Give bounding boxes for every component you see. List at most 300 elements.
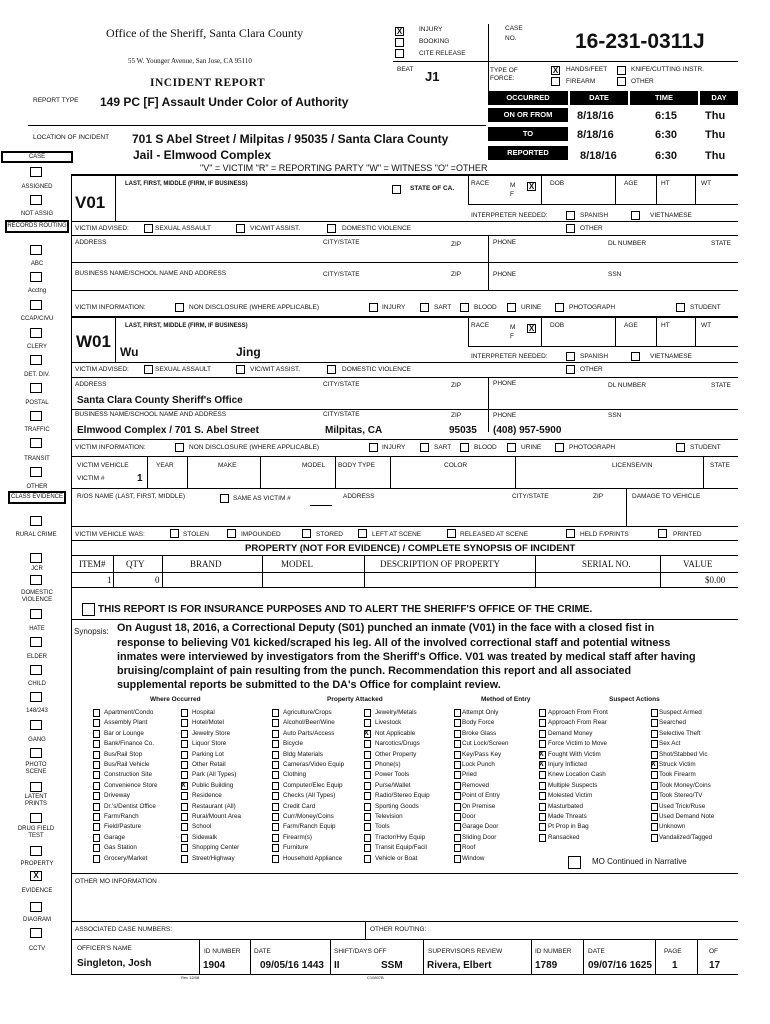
other-routing-label: OTHER ROUTING: [370, 926, 427, 933]
vehicle-victim-no-label: VICTIM # [77, 475, 105, 482]
knife-checkbox[interactable] [617, 66, 626, 75]
mo-method-checkbox[interactable] [454, 834, 461, 842]
mo-susp1-item: Pt Prop in Bag [548, 823, 589, 831]
mo-prop2-checkbox[interactable] [364, 834, 371, 842]
mo-susp2-checkbox[interactable] [651, 834, 658, 842]
person2-wt-label: WT [701, 322, 712, 329]
mo-susp1-checkbox[interactable] [539, 834, 546, 842]
mo-prop1-item: Household Appliance [283, 854, 343, 862]
person1-ht-label: HT [661, 180, 670, 187]
person1-code: V01 [75, 193, 106, 212]
mo-prop1-checkbox[interactable] [272, 792, 279, 800]
property-header-description: DESCRIPTION OF PROPERTY [380, 559, 500, 569]
person2-injury-label: INJURY [382, 444, 406, 451]
mo-susp1-item: Approach From Front [548, 709, 608, 716]
person1-sart-checkbox[interactable] [420, 303, 429, 312]
officer-name-label: OFFICER'S NAME [77, 945, 132, 952]
location-label: LOCATION OF INCIDENT [33, 134, 110, 141]
mo-where1-checkbox[interactable] [93, 823, 100, 831]
mo-where1-checkbox[interactable] [93, 709, 100, 717]
mo-prop2-checkbox[interactable] [364, 792, 371, 800]
synopsis-line: bruising/complaint of pain resulting from the punch. Recommendation this report and all associated [117, 665, 632, 677]
vehicle-same-as-victim-checkbox[interactable] [220, 494, 229, 503]
person2-spanish-checkbox[interactable] [566, 352, 575, 361]
of-label: OF [709, 948, 719, 955]
mo-where2-item: Hotel/Motel [192, 719, 224, 727]
person2-sart-label: SART [434, 444, 452, 451]
mo-where2-checkbox[interactable] [181, 751, 188, 759]
mo-susp2-checkbox[interactable] [651, 782, 658, 790]
mo-method-item: Removed [462, 781, 489, 789]
supervisor-label: SUPERVISORS REVIEW [428, 948, 503, 955]
sidebar-diagram-box[interactable] [30, 902, 42, 912]
person1-vietnamese-label: VIETNAMESE [650, 212, 692, 219]
sidebar-assigned-box[interactable] [30, 167, 42, 177]
vehicle-zip-label: ZIP [593, 493, 604, 500]
mo-where2-checkbox[interactable] [181, 719, 188, 727]
injury-checkbox[interactable]: X [396, 27, 403, 36]
sidebar-photo-box[interactable] [30, 748, 42, 758]
person1-blood-checkbox[interactable] [460, 303, 469, 312]
mo-prop1-checkbox[interactable] [272, 771, 279, 779]
sidebar-cctv: CCTV [28, 946, 46, 952]
mo-where1-checkbox[interactable] [93, 771, 100, 779]
sidebar-abc-box[interactable] [30, 245, 42, 255]
mo-where2-item: Public Building [192, 781, 234, 789]
mo-where1-item: Bar or Lounge [104, 729, 144, 737]
mo-where1-checkbox[interactable] [93, 803, 100, 811]
mo-where1-checkbox[interactable] [93, 855, 100, 863]
mo-susp1-item: Force Victim to Move [548, 740, 608, 748]
person1-state-of-ca-label: STATE OF CA. [410, 185, 455, 192]
property-title: PROPERTY (NOT FOR EVIDENCE) / COMPLETE SYNOPSIS OF INCIDENT [245, 543, 576, 554]
mo-susp1-mark: X [539, 761, 544, 768]
person1-vic-wit-checkbox[interactable] [236, 224, 245, 233]
to-date: 8/18/16 [577, 129, 614, 141]
mo-prop2-checkbox[interactable] [364, 823, 371, 831]
mo-prop1-checkbox[interactable] [272, 834, 279, 842]
mo-method-item: Cut Lock/Screen [462, 740, 509, 748]
mo-prop2-item: Other Property [375, 750, 417, 758]
mo-continued-label: MO Continued in Narrative [592, 857, 687, 866]
mo-susp2-checkbox[interactable] [651, 813, 658, 821]
mo-prop2-item: Jewelry/Metals [375, 709, 417, 716]
mo-susp1-item: Molested Victim [548, 792, 593, 800]
person2-sexual-assault-label: SEXUAL ASSAULT [155, 366, 211, 373]
officer-id: 1904 [203, 960, 226, 971]
mo-where1-checkbox[interactable] [93, 751, 100, 759]
person2-sexual-assault-checkbox[interactable] [144, 365, 153, 374]
person2-last-name: Wu [120, 345, 139, 359]
mo-prop2-checkbox[interactable] [364, 740, 371, 748]
mo-prop1-item: Farm/Ranch Equip [283, 823, 336, 831]
mo-prop2-checkbox[interactable] [364, 719, 371, 727]
mo-prop2-checkbox[interactable] [364, 751, 371, 759]
person2-blood-checkbox[interactable] [460, 443, 469, 452]
mo-method-checkbox[interactable] [454, 844, 461, 852]
mo-susp1-checkbox[interactable] [539, 730, 546, 738]
mo-method-checkbox[interactable] [454, 771, 461, 779]
mo-prop1-checkbox[interactable] [272, 709, 279, 717]
vehicle-left-at-scene-checkbox[interactable] [358, 529, 367, 538]
mo-susp2-checkbox[interactable] [651, 792, 658, 800]
days-off-value: SSM [381, 960, 403, 971]
mo-prop1-item: Agriculture/Crops [283, 709, 332, 716]
mo-method-header: Method of Entry [481, 696, 531, 703]
person1-sart-label: SART [434, 304, 452, 311]
mo-where1-checkbox[interactable] [93, 719, 100, 727]
mo-susp2-checkbox[interactable] [651, 740, 658, 748]
sidebar-dv-box[interactable] [30, 575, 42, 585]
person2-student-checkbox[interactable] [676, 443, 685, 452]
person2-business-zip-label: ZIP [451, 412, 462, 419]
mo-prop1-item: Auto Parts/Access [283, 729, 335, 737]
mo-where2-checkbox[interactable] [181, 792, 188, 800]
mo-where2-item: Street/Highway [192, 854, 235, 862]
property-row-value: $0.00 [705, 575, 726, 585]
mo-where2-item: Rural/Mount Area [192, 813, 242, 820]
person1-other-lang-checkbox[interactable] [566, 224, 575, 233]
vehicle-address-label: ADDRESS [343, 493, 375, 500]
property-row-qty: 0 [155, 575, 160, 585]
mo-method-checkbox[interactable] [454, 823, 461, 831]
person2-dv-checkbox[interactable] [327, 365, 336, 374]
mo-susp2-checkbox[interactable] [651, 771, 658, 779]
vehicle-released-checkbox[interactable] [447, 529, 456, 538]
mo-prop2-mark: X [364, 729, 369, 737]
mo-susp1-checkbox[interactable] [539, 709, 546, 717]
mo-prop2-checkbox[interactable] [364, 709, 371, 717]
mo-where1-item: Bus/Rail Stop [104, 750, 143, 758]
mo-where2-checkbox[interactable] [181, 823, 188, 831]
person2-business-city-label: CITY/STATE [323, 411, 360, 418]
mo-where2-checkbox[interactable] [181, 844, 188, 852]
mo-where1-item: Dr.'s/Dentist Office [104, 802, 156, 810]
vehicle-stolen-checkbox[interactable] [170, 529, 179, 538]
vehicle-model-label: MODEL [302, 462, 326, 469]
mo-method-checkbox[interactable] [454, 813, 461, 821]
sidebar-gang: GANG [28, 737, 46, 743]
mo-prop2-item: Transit Equip/Facil [375, 844, 427, 852]
mo-prop2-checkbox[interactable] [364, 771, 371, 779]
vehicle-released-label: RELEASED AT SCENE [460, 531, 529, 538]
sidebar-148-243: 148/243 [26, 708, 48, 714]
person1-phone-label: PHONE [493, 239, 517, 246]
mo-where1-checkbox[interactable] [93, 761, 100, 769]
reported-label: REPORTED [488, 146, 568, 160]
person1-business-phone-label: PHONE [493, 271, 517, 278]
hands-feet-checkbox[interactable]: X [552, 66, 559, 75]
person1-business-label: BUSINESS NAME/SCHOOL NAME AND ADDRESS [75, 270, 227, 277]
sidebar-latent-box[interactable] [30, 782, 42, 792]
sidebar-other-box[interactable] [30, 467, 42, 477]
sidebar-hate: HATE [29, 626, 45, 632]
mo-method-checkbox[interactable] [454, 803, 461, 811]
mo-susp2-item: Selective Theft [659, 729, 701, 737]
mo-susp1-checkbox[interactable] [539, 719, 546, 727]
vehicle-ro-name-label: R/OS NAME (LAST, FIRST, MIDDLE) [77, 493, 185, 500]
mo-method-item: Body Force [462, 719, 495, 727]
synopsis-line: response to believing V01 kicked/scraped his leg. All of the involved correctional staff and potential witness [117, 637, 671, 649]
mo-prop1-item: Alcohol/Beer/Wine [283, 719, 335, 727]
mo-prop2-checkbox[interactable] [364, 844, 371, 852]
vehicle-victim-vehicle-label: VICTIM VEHICLE [77, 462, 129, 469]
person1-city-label: CITY/STATE [323, 239, 360, 246]
mo-susp1-item: Demand Money [548, 729, 593, 737]
vehicle-impounded-checkbox[interactable] [227, 529, 236, 538]
sidebar-transit-box[interactable] [30, 438, 42, 448]
synopsis-label: Synopsis: [74, 627, 109, 636]
vehicle-stored-checkbox[interactable] [302, 529, 311, 538]
sidebar-ccap-box[interactable] [30, 300, 42, 310]
mo-prop1-checkbox[interactable] [272, 751, 279, 759]
mo-susp1-checkbox[interactable] [539, 792, 546, 800]
person1-nondisclosure-label: NON DISCLOSURE (WHERE APPLICABLE) [189, 304, 320, 311]
person1-student-label: STUDENT [690, 304, 721, 311]
mo-susp2-item: Vandalized/Tagged [659, 833, 713, 841]
sidebar-child-box[interactable] [30, 665, 42, 675]
mo-where1-checkbox[interactable] [93, 844, 100, 852]
mo-prop1-checkbox[interactable] [272, 844, 279, 852]
mo-where1-checkbox[interactable] [93, 740, 100, 748]
person1-sexual-assault-checkbox[interactable] [144, 224, 153, 233]
mo-susp2-item: Took Money/Coins [659, 781, 711, 789]
person1-state-of-ca-checkbox[interactable] [392, 185, 401, 194]
mo-method-item: Point of Entry [462, 792, 500, 800]
sidebar-jcr-box[interactable] [30, 553, 42, 563]
sidebar-other: OTHER [26, 484, 48, 490]
sidebar-records-routing: RECORDS ROUTING [5, 220, 69, 233]
person2-name-label: LAST, FIRST, MIDDLE (FIRM, IF BUSINESS) [125, 323, 248, 329]
mo-susp1-item: Multiple Suspects [548, 781, 598, 789]
mo-prop1-item: Furniture [283, 844, 309, 852]
mo-method-checkbox[interactable] [454, 792, 461, 800]
person2-business-phone: (408) 957-5900 [493, 425, 562, 436]
vehicle-held-prints-checkbox[interactable] [566, 529, 575, 538]
mo-where2-item: Residence [192, 792, 222, 800]
form-number: C10807B [367, 975, 384, 980]
mo-susp1-checkbox[interactable] [539, 823, 546, 831]
mo-prop1-checkbox[interactable] [272, 813, 279, 821]
office-name: Office of the Sheriff, Santa Clara County [106, 26, 304, 40]
mo-prop1-checkbox[interactable] [272, 782, 279, 790]
person2-city-label: CITY/STATE [323, 381, 360, 388]
mo-where2-checkbox[interactable] [181, 803, 188, 811]
beat-value: J1 [425, 69, 440, 84]
vehicle-victim-no: 1 [137, 473, 143, 484]
sidebar-rural-box[interactable] [30, 516, 42, 526]
person1-blood-label: BLOOD [474, 304, 497, 311]
mo-method-item: Lock Punch [462, 761, 495, 768]
person1-nondisclosure-checkbox[interactable] [175, 303, 184, 312]
sidebar-clery-box[interactable] [30, 328, 42, 338]
case-no-label: NO. [505, 35, 517, 42]
mo-prop1-checkbox[interactable] [272, 740, 279, 748]
sidebar-traffic-box[interactable] [30, 411, 42, 421]
mo-susp2-checkbox[interactable] [651, 709, 658, 717]
mo-where1-item: Construction Site [104, 771, 152, 779]
mo-prop1-item: Bicycle [283, 740, 303, 748]
sidebar-elder-box[interactable] [30, 637, 42, 647]
person2-other-lang-checkbox[interactable] [566, 365, 575, 374]
person2-business: Elmwood Complex / 701 S. Abel Street [77, 425, 259, 436]
mo-method-checkbox[interactable] [454, 782, 461, 790]
sidebar-gang-box[interactable] [30, 720, 42, 730]
mo-where2-checkbox[interactable] [181, 855, 188, 863]
mo-susp2-checkbox[interactable] [651, 751, 658, 759]
mo-prop2-checkbox[interactable] [364, 761, 371, 769]
report-type-label: REPORT TYPE [33, 97, 79, 104]
mo-prop2-item: Narcotics/Drugs [375, 740, 420, 748]
person2-sart-checkbox[interactable] [420, 443, 429, 452]
mo-prop1-checkbox[interactable] [272, 761, 279, 769]
mo-where2-checkbox[interactable] [181, 761, 188, 769]
person2-sex-checkbox[interactable]: X [528, 324, 535, 333]
mo-where1-checkbox[interactable] [93, 834, 100, 842]
mo-where1-checkbox[interactable] [93, 730, 100, 738]
mo-susp1-item: Knew Location Cash [548, 771, 606, 779]
person1-sex-checkbox[interactable]: X [528, 182, 535, 191]
vehicle-printed-checkbox[interactable] [658, 529, 667, 538]
sidebar-property: PROPERTY [20, 861, 54, 867]
other-mo-label: OTHER MO INFORMATION [75, 878, 157, 885]
mo-where2-mark: X [181, 781, 186, 789]
sidebar-acctng-box[interactable] [30, 272, 42, 282]
mo-where1-checkbox[interactable] [93, 792, 100, 800]
cite-release-checkbox[interactable] [395, 49, 404, 58]
mo-prop2-checkbox[interactable] [364, 782, 371, 790]
other-force-checkbox[interactable] [617, 77, 626, 86]
person2-dv-label: DOMESTIC VIOLENCE [342, 366, 411, 373]
sidebar-acctng: Acctng [27, 288, 47, 294]
mo-where2-checkbox[interactable] [181, 813, 188, 821]
sidebar-drug-box[interactable] [30, 813, 42, 823]
reported-time: 6:30 [655, 150, 678, 162]
mo-method-item: Garage Door [462, 823, 499, 831]
mo-susp1-checkbox[interactable] [539, 782, 546, 790]
insurance-checkbox[interactable] [82, 603, 95, 616]
sidebar-domestic-violence: DOMESTIC VIOLENCE [21, 590, 53, 603]
mo-prop1-checkbox[interactable] [272, 803, 279, 811]
mo-prop1-checkbox[interactable] [272, 823, 279, 831]
person2-sex-m: M [510, 324, 516, 331]
sidebar-cctv-box[interactable] [30, 928, 42, 938]
mo-prop1-checkbox[interactable] [272, 719, 279, 727]
mo-method-item: Pried [462, 771, 477, 779]
person2-photo-checkbox[interactable] [555, 443, 564, 452]
mo-where2-checkbox[interactable] [181, 834, 188, 842]
person1-dv-checkbox[interactable] [327, 224, 336, 233]
mo-where2-checkbox[interactable] [181, 740, 188, 748]
person1-injury-checkbox[interactable] [369, 303, 378, 312]
person1-state-label: STATE [711, 240, 731, 247]
mo-prop2-item: Vehicle or Boat [375, 854, 418, 862]
person2-injury-checkbox[interactable] [369, 443, 378, 452]
person2-business-zip: 95035 [449, 425, 477, 436]
person2-vietnamese-checkbox[interactable] [631, 352, 640, 361]
mo-where2-checkbox[interactable] [181, 730, 188, 738]
person2-dl-label: DL NUMBER [608, 382, 647, 389]
person2-nondisclosure-checkbox[interactable] [175, 443, 184, 452]
mo-susp2-checkbox[interactable] [651, 730, 658, 738]
vehicle-city-label: CITY/STATE [512, 493, 549, 500]
mo-where1-checkbox[interactable] [93, 813, 100, 821]
page-number: 1 [672, 960, 678, 971]
person1-student-checkbox[interactable] [676, 303, 685, 312]
sidebar-postal-box[interactable] [30, 383, 42, 393]
mo-prop2-checkbox[interactable] [364, 855, 371, 863]
sidebar-not-assigned-box[interactable] [30, 195, 42, 205]
mo-method-checkbox[interactable] [454, 751, 461, 759]
mo-method-checkbox[interactable] [454, 761, 461, 769]
mo-where2-checkbox[interactable] [181, 771, 188, 779]
vehicle-license-label: LICENSE/VIN [612, 462, 653, 469]
mo-method-checkbox[interactable] [454, 730, 461, 738]
mo-susp1-checkbox[interactable] [539, 803, 546, 811]
person2-victim-advised-label: VICTIM ADVISED: [75, 366, 129, 373]
person2-vic-wit-checkbox[interactable] [236, 365, 245, 374]
mo-where2-checkbox[interactable] [181, 709, 188, 717]
mo-method-checkbox[interactable] [454, 719, 461, 727]
person1-urine-checkbox[interactable] [507, 303, 516, 312]
mo-susp1-checkbox[interactable] [539, 813, 546, 821]
mo-susp2-checkbox[interactable] [651, 803, 658, 811]
location-line2: Jail - Elmwood Complex [133, 148, 272, 162]
mo-continued-checkbox[interactable] [568, 856, 581, 869]
sidebar-property-box[interactable] [30, 846, 42, 856]
mo-susp1-checkbox[interactable] [539, 771, 546, 779]
mo-susp2-checkbox[interactable] [651, 823, 658, 831]
mo-prop1-item: Cameras/Video Equip [283, 761, 345, 768]
person1-spanish-checkbox[interactable] [566, 211, 575, 220]
person1-photo-checkbox[interactable] [555, 303, 564, 312]
mo-prop1-checkbox[interactable] [272, 730, 279, 738]
mo-method-checkbox[interactable] [454, 740, 461, 748]
sidebar-hate-box[interactable] [30, 609, 42, 619]
mo-prop2-checkbox[interactable] [364, 813, 371, 821]
mo-susp2-checkbox[interactable] [651, 719, 658, 727]
mo-prop2-item: Sporting Goods [375, 802, 419, 810]
mo-prop2-checkbox[interactable] [364, 803, 371, 811]
mo-susp1-checkbox[interactable] [539, 740, 546, 748]
person1-vietnamese-checkbox[interactable] [631, 211, 640, 220]
person2-spanish-label: SPANISH [580, 353, 609, 360]
mo-where2-item: School [192, 823, 212, 831]
mo-method-checkbox[interactable] [454, 709, 461, 717]
mo-where1-checkbox[interactable] [93, 782, 100, 790]
officer-name: Singleton, Josh [77, 958, 152, 969]
vehicle-held-prints-label: HELD F/PRINTS [580, 531, 629, 538]
person2-urine-checkbox[interactable] [507, 443, 516, 452]
occurred-header: OCCURRED [488, 91, 568, 105]
vehicle-body-type-label: BODY TYPE [338, 462, 375, 469]
firearm-checkbox[interactable] [551, 77, 560, 86]
mo-prop2-item: Power Tools [375, 771, 410, 779]
person1-business-city-label: CITY/STATE [323, 271, 360, 278]
to-label: TO [488, 127, 568, 141]
person2-first-name: Jing [236, 345, 261, 359]
mo-suspect-header: Suspect Actions [609, 696, 660, 703]
mo-susp1-item: Masturbated [548, 802, 584, 810]
sidebar-det-div-box[interactable] [30, 355, 42, 365]
booking-checkbox[interactable] [395, 38, 404, 47]
person1-age-label: AGE [624, 180, 638, 187]
property-header-value: VALUE [683, 559, 713, 569]
sidebar-148-box[interactable] [30, 692, 42, 702]
sidebar-evidence-box[interactable]: X [30, 871, 42, 881]
mo-prop1-checkbox[interactable] [272, 855, 279, 863]
mo-method-checkbox[interactable] [454, 855, 461, 863]
